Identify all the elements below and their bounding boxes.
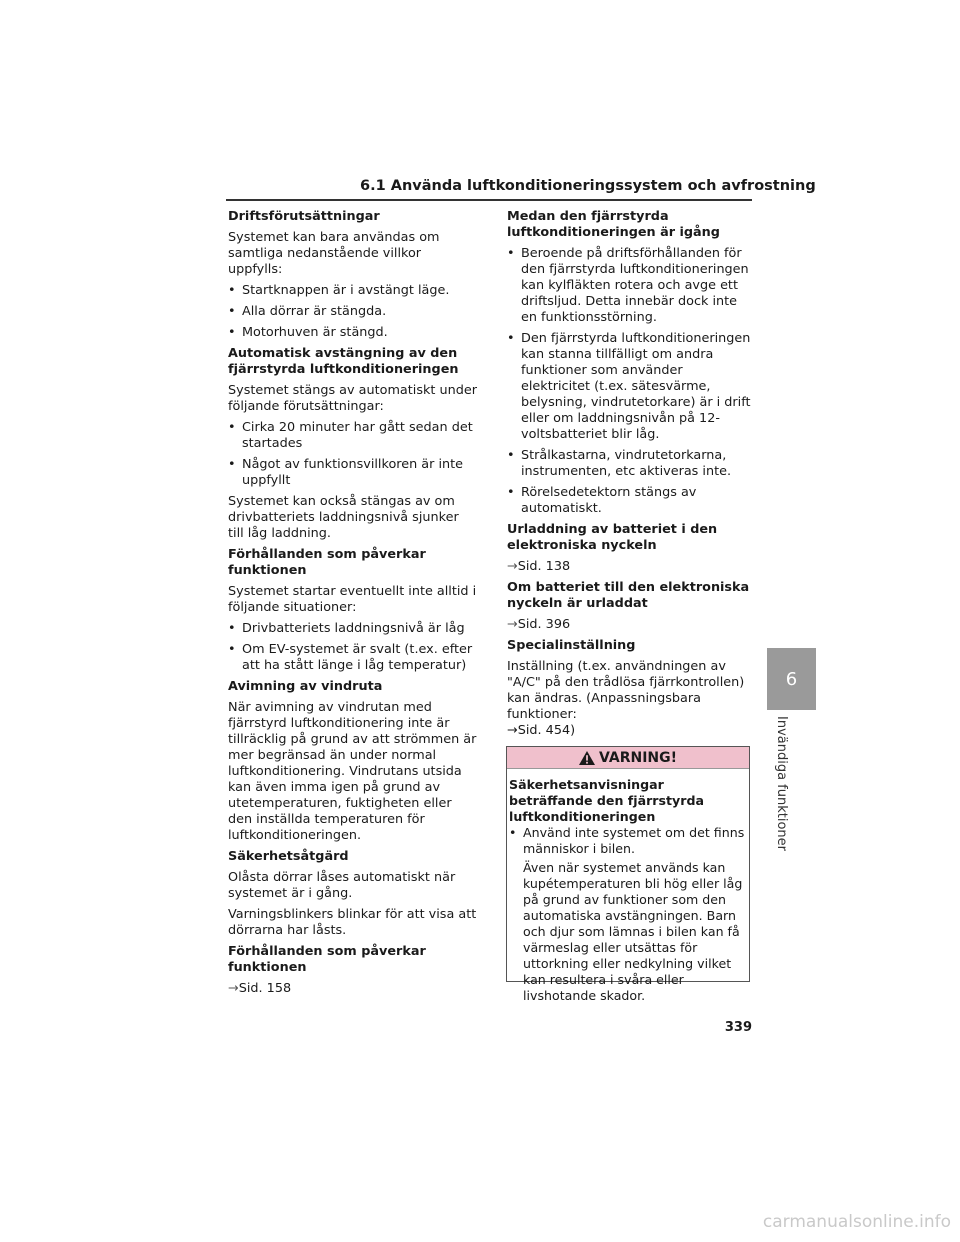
bullet-icon: • xyxy=(228,420,236,435)
paragraph: Systemet kan också stängas av om drivbatteriets laddningsnivå sjunker till låg laddning. xyxy=(228,494,459,541)
warning-box xyxy=(506,746,750,1003)
bullet-icon: • xyxy=(228,283,236,298)
paragraph: Systemet stängs av automatiskt under följande förutsättningar: xyxy=(228,383,477,414)
warning-paragraph: Även när systemet används kan kupétemperaturen bli hög eller låg på grund av funktioner som den automatiska avstängningen. Barn och djur som lämnas i bilen kan få värmeslag eller utsättas för uttorkning eller nedkylning vilket kan resultera i svåra eller livshotande skador. xyxy=(523,860,743,1003)
list-item: • Strålkastarna, vindrutetorkarna, instrumenten, etc aktiveras inte. xyxy=(507,448,732,479)
list-item: • Beroende på driftsförhållanden för den fjärrstyrda luftkonditioneringen kan kylfläkten rotera och avge ett driftsljud. Detta innebär dock inte en funktionsstörning. xyxy=(507,246,749,325)
page-reference-link[interactable]: Sid. 454) xyxy=(517,723,576,738)
heading-safety-measure: Säkerhetsåtgärd xyxy=(228,849,349,864)
page-reference-link[interactable]: →Sid. 396 xyxy=(507,617,571,632)
heading-key-battery-empty: Om batteriet till den elektroniska nyckeln är urladdat xyxy=(507,580,750,611)
list-item: • Alla dörrar är stängda. xyxy=(228,304,387,319)
warning-heading: Säkerhetsanvisningar beträffande den fjärrstyrda luftkonditioneringen xyxy=(509,777,704,824)
bullet-icon: • xyxy=(507,246,515,261)
arrow-right-icon: → xyxy=(507,559,518,574)
warning-header xyxy=(507,747,749,769)
paragraph: Olåsta dörrar låses automatiskt när systemet är i gång. xyxy=(228,870,456,901)
page-number: 339 xyxy=(724,1020,752,1035)
arrow-right-icon: → xyxy=(507,723,518,738)
bullet-icon: • xyxy=(228,325,236,340)
bullet-icon: • xyxy=(507,448,515,463)
heading-auto-shutoff: Automatisk avstängning av den fjärrstyrda luftkonditioneringen xyxy=(228,346,459,377)
bullet-icon: • xyxy=(228,642,236,657)
list-item: • Startknappen är i avstängt läge. xyxy=(228,283,450,298)
list-item: • Om EV-systemet är svalt (t.ex. efter att ha stått länge i låg temperatur) xyxy=(228,642,473,673)
bullet-icon: • xyxy=(507,485,515,500)
paragraph: Inställning (t.ex. användningen av "A/C" på den trådlösa fjärrkontrollen) kan ändras. (Anpassningsbara funktioner: →Sid. 454) xyxy=(507,659,745,738)
heading-affecting-conditions: Förhållanden som påverkar funktionen xyxy=(228,547,426,578)
page-reference-link[interactable]: →Sid. 158 xyxy=(228,981,292,996)
list-item: • Drivbatteriets laddningsnivå är låg xyxy=(228,621,465,636)
arrow-right-icon: → xyxy=(228,981,239,996)
chapter-tab: 6 xyxy=(767,648,816,710)
chapter-title: 6.1 Använda luftkonditioneringssystem och avfrostning xyxy=(360,178,816,194)
list-item: • Motorhuven är stängd. xyxy=(228,325,388,340)
bullet-icon: • xyxy=(228,457,236,472)
heading-operating-conditions: Driftsförutsättningar xyxy=(228,209,380,224)
heading-special-setting: Specialinställning xyxy=(507,638,636,653)
bullet-icon: • xyxy=(228,304,236,319)
header-rule xyxy=(226,199,752,201)
list-item: • Den fjärrstyrda luftkonditioneringen kan stanna tillfälligt om andra funktioner som använder elektricitet (t.ex. sätesvärme, belysning, vindrutetorkare) är i drift eller om laddningsnivån på 12-voltsbatteriet blir låg. xyxy=(507,331,751,442)
arrow-right-icon: → xyxy=(507,617,518,632)
right-column xyxy=(507,209,755,744)
heading-windshield-defog: Avimning av vindruta xyxy=(228,679,383,694)
paragraph: När avimning av vindrutan med fjärrstyrd luftkonditionering inte är tillräcklig på grund av att strömmen är mer begränsad än under normal luftkonditionering. Vindrutans utsida kan även imma igen på grund av utetemperaturen, fuktigheten eller den inställda temperaturen för luftkonditioneringen. xyxy=(228,700,477,843)
list-item: • Cirka 20 minuter har gått sedan det startades xyxy=(228,420,473,451)
heading-key-battery-discharge: Urladdning av batteriet i den elektroniska nyckeln xyxy=(507,522,718,553)
paragraph: Systemet kan bara användas om samtliga nedanstående villkor uppfylls: xyxy=(228,230,440,277)
list-item: • Rörelsedetektorn stängs av automatiskt. xyxy=(507,485,697,516)
heading-affecting-conditions-2: Förhållanden som påverkar funktionen xyxy=(228,944,426,975)
bullet-icon: • xyxy=(509,825,517,840)
watermark: carmanualsonline.info xyxy=(762,1212,951,1232)
paragraph: Systemet startar eventuellt inte alltid i följande situationer: xyxy=(228,584,477,615)
list-item: • Använd inte systemet om det finns människor i bilen. xyxy=(509,825,745,856)
chapter-tab-label: Invändiga funktioner xyxy=(774,716,789,852)
page-reference-link[interactable]: →Sid. 138 xyxy=(507,559,571,574)
bullet-icon: • xyxy=(507,331,515,346)
warning-title: VARNING! xyxy=(598,749,678,766)
warning-body xyxy=(507,769,749,1004)
list-item: • Något av funktionsvillkoren är inte uppfyllt xyxy=(228,457,464,488)
bullet-icon: • xyxy=(228,621,236,636)
left-column xyxy=(228,209,478,1002)
heading-while-running: Medan den fjärrstyrda luftkonditioneringen är igång xyxy=(507,209,720,240)
paragraph: Varningsblinkers blinkar för att visa att dörrarna har låsts. xyxy=(228,907,477,938)
warning-triangle-icon xyxy=(579,751,595,765)
